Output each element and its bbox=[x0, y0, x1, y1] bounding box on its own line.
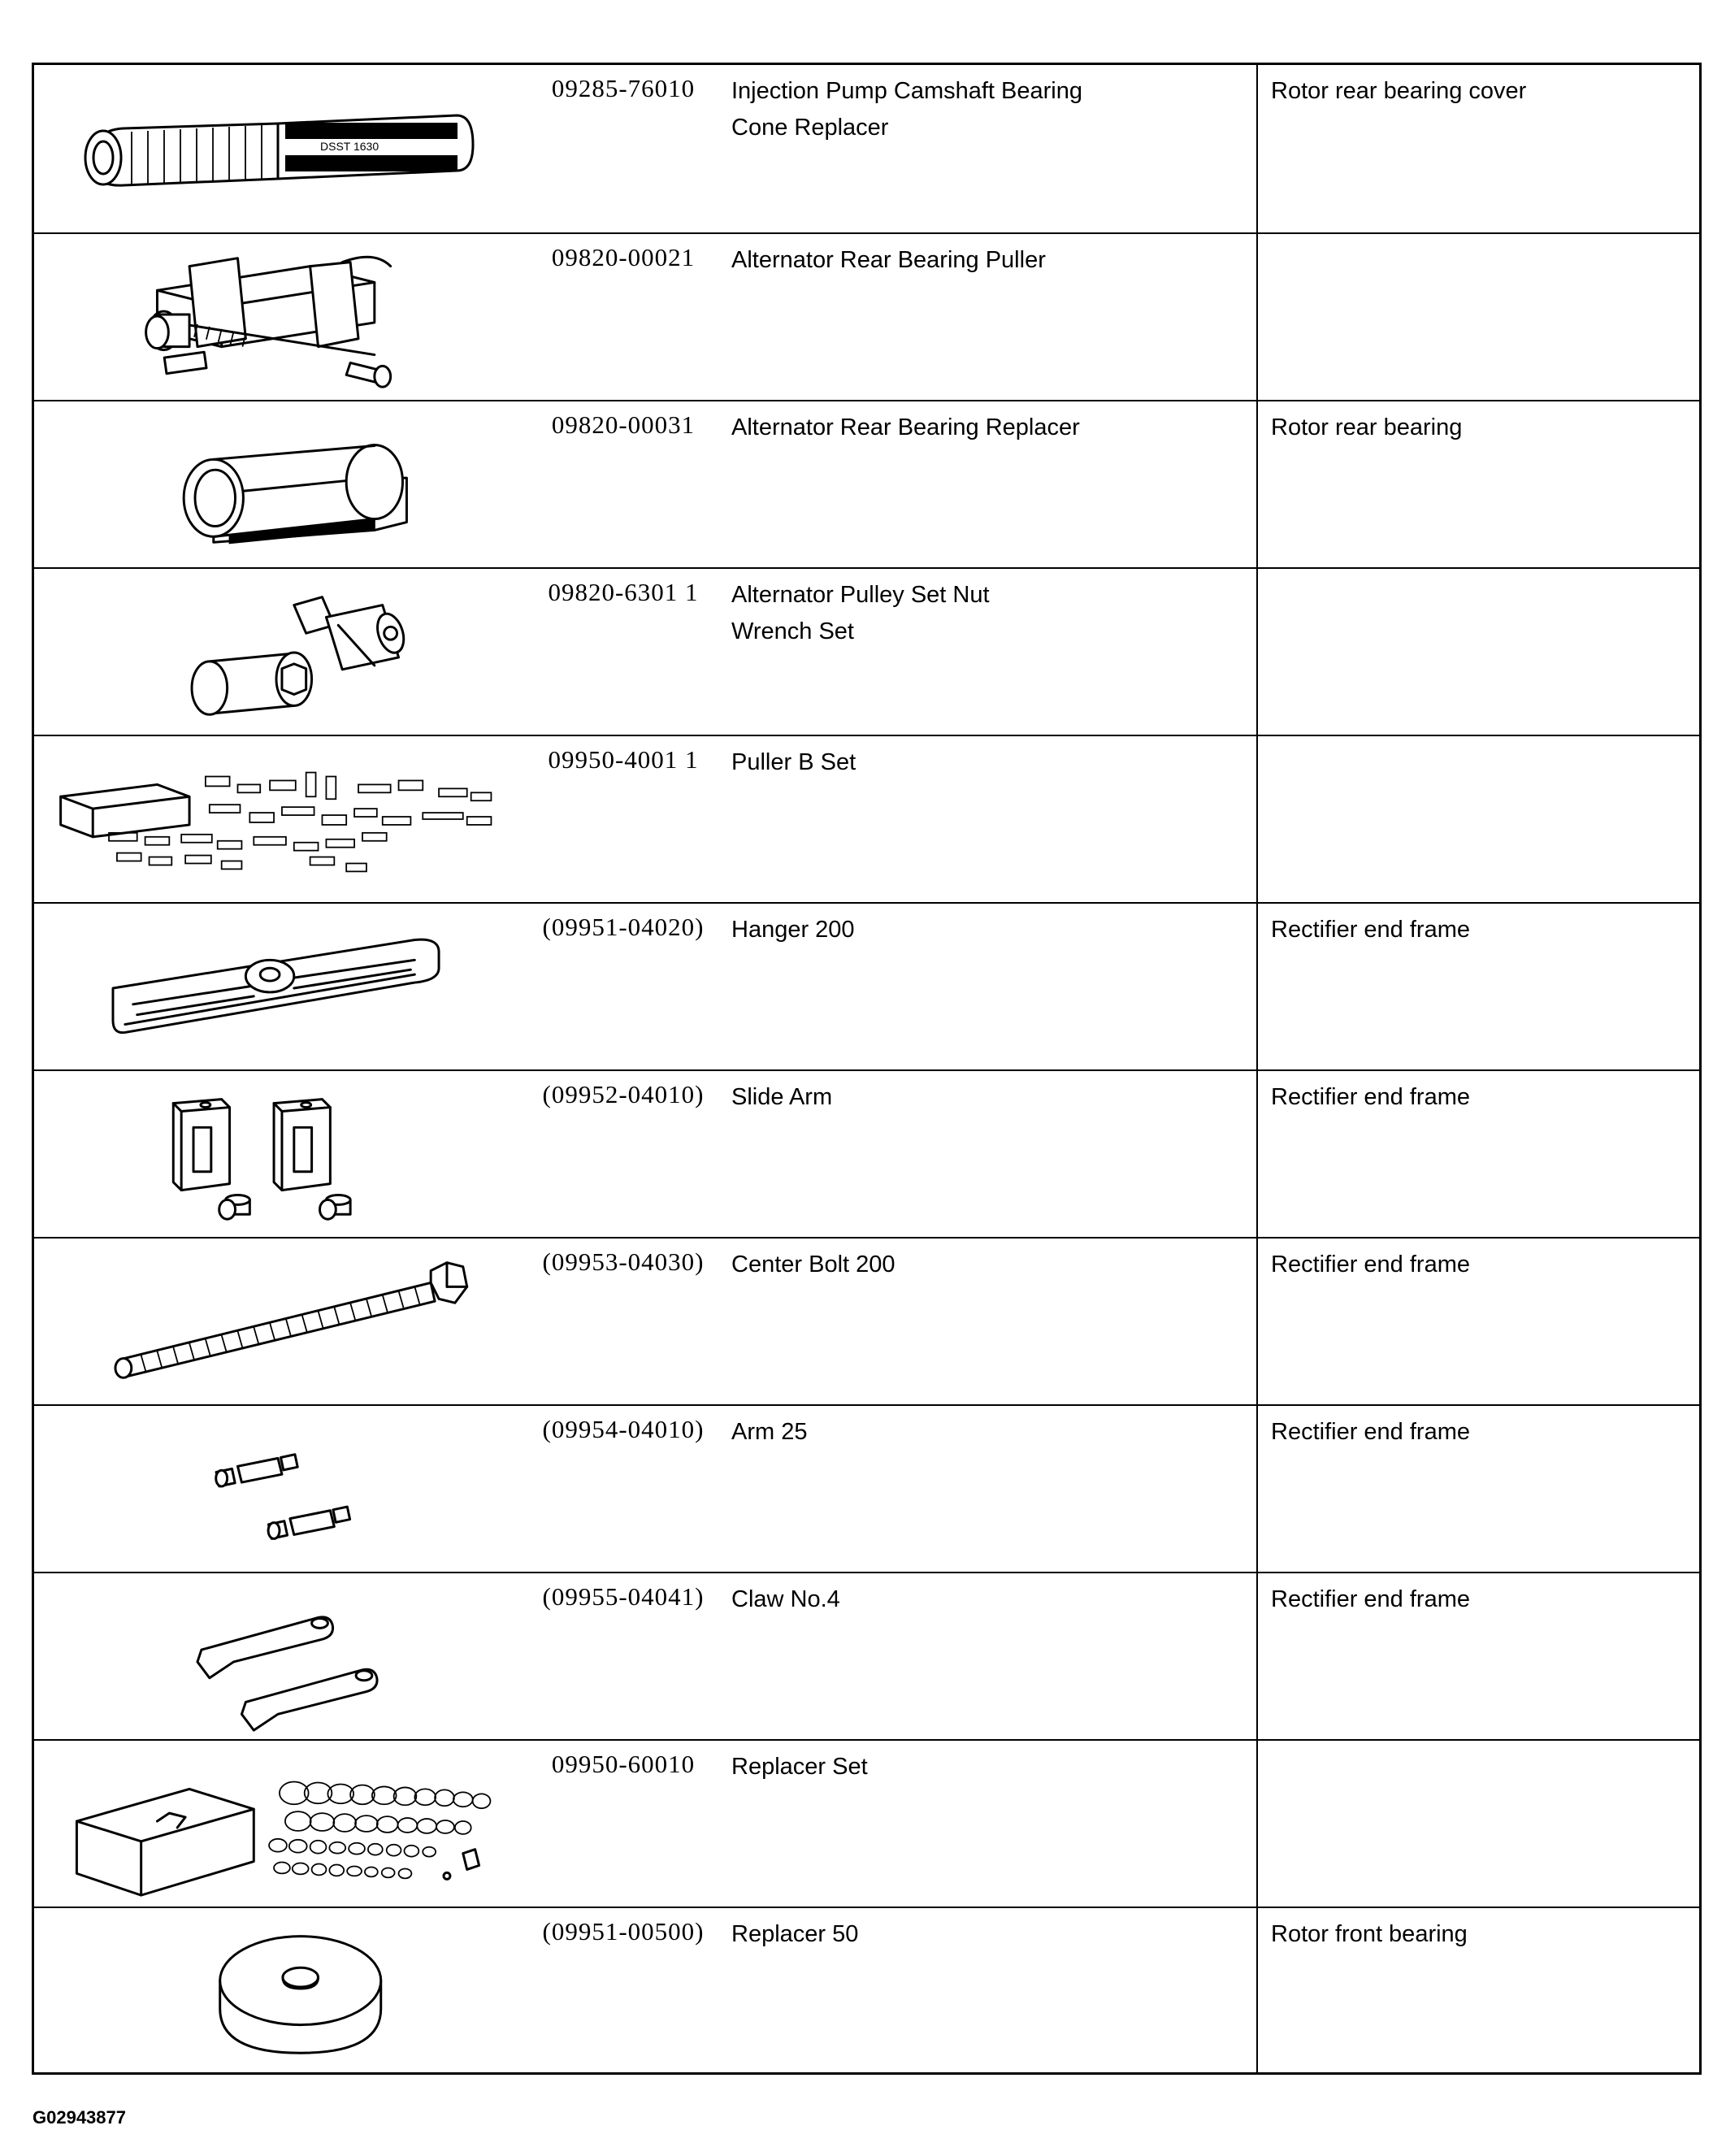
tool-name: Alternator Pulley Set Nut Wrench Set bbox=[731, 582, 990, 644]
column-divider bbox=[1256, 904, 1258, 1069]
cylinder-replacer-illustration bbox=[34, 401, 522, 567]
threaded-arms-illustration bbox=[34, 1406, 522, 1572]
tool-usage: Rotor rear bearing cover bbox=[1271, 78, 1527, 104]
claws-illustration bbox=[34, 1573, 522, 1739]
tool-row bbox=[34, 1572, 1699, 1739]
tool-marking: DSST 1630 bbox=[320, 140, 379, 153]
part-number: 09820-00031 bbox=[551, 410, 696, 439]
long-center-bolt-illustration bbox=[34, 1239, 522, 1404]
column-divider bbox=[1256, 401, 1258, 567]
tool-row bbox=[34, 1907, 1699, 2072]
tool-name: Replacer 50 bbox=[731, 1921, 859, 1947]
column-divider bbox=[1256, 65, 1258, 232]
tool-usage: Rectifier end frame bbox=[1271, 917, 1470, 943]
tool-name: Puller B Set bbox=[731, 749, 856, 775]
part-number: (09953-04030) bbox=[542, 1247, 705, 1276]
washer-disc-illustration bbox=[34, 1908, 522, 2072]
hanger-bar-illustration bbox=[34, 904, 522, 1069]
tool-row bbox=[34, 902, 1699, 1069]
part-number: (09951-00500) bbox=[542, 1917, 705, 1946]
part-number: (09955-04041) bbox=[542, 1582, 705, 1611]
puller-set-parts-illustration bbox=[34, 736, 522, 902]
tool-usage: Rectifier end frame bbox=[1271, 1084, 1470, 1110]
tool-name: Claw No.4 bbox=[731, 1586, 840, 1612]
part-number: (09954-04010) bbox=[542, 1415, 705, 1443]
tool-row bbox=[34, 65, 1699, 232]
tool-usage: Rotor front bearing bbox=[1271, 1921, 1468, 1947]
column-divider bbox=[1256, 1741, 1258, 1907]
column-divider bbox=[1256, 1239, 1258, 1404]
special-tools-table bbox=[32, 63, 1702, 2075]
bearing-puller-illustration bbox=[34, 234, 522, 400]
tool-usage: Rotor rear bearing bbox=[1271, 414, 1463, 440]
tool-row bbox=[34, 735, 1699, 902]
part-number: (09952-04010) bbox=[542, 1080, 705, 1108]
part-number: 09950-60010 bbox=[551, 1750, 696, 1778]
tool-name: Alternator Rear Bearing Puller bbox=[731, 247, 1046, 273]
tool-name: Replacer Set bbox=[731, 1754, 868, 1780]
part-number: 09285-76010 bbox=[551, 74, 696, 102]
socket-wrench-set-illustration bbox=[34, 569, 522, 735]
slide-arm-blocks-illustration bbox=[34, 1071, 522, 1237]
column-divider bbox=[1256, 569, 1258, 735]
tool-name: Center Bolt 200 bbox=[731, 1252, 896, 1278]
column-divider bbox=[1256, 1573, 1258, 1739]
part-number: 09820-00021 bbox=[551, 243, 696, 271]
column-divider bbox=[1256, 1071, 1258, 1237]
column-divider bbox=[1256, 234, 1258, 400]
tool-name: Arm 25 bbox=[731, 1419, 808, 1445]
part-number: 09950-4001 1 bbox=[548, 745, 699, 774]
tool-name: Slide Arm bbox=[731, 1084, 833, 1110]
figure-code: G02943877 bbox=[33, 2107, 126, 2128]
column-divider bbox=[1256, 1406, 1258, 1572]
tool-row bbox=[34, 1404, 1699, 1572]
tool-row bbox=[34, 1739, 1699, 1907]
knurled-tube-replacer-illustration bbox=[34, 65, 522, 232]
tool-row bbox=[34, 400, 1699, 567]
tool-usage: Rectifier end frame bbox=[1271, 1252, 1470, 1278]
part-number: (09951-04020) bbox=[542, 913, 705, 941]
replacer-set-case-illustration bbox=[34, 1741, 522, 1907]
tool-name: Alternator Rear Bearing Replacer bbox=[731, 414, 1080, 440]
column-divider bbox=[1256, 736, 1258, 902]
tool-row bbox=[34, 567, 1699, 735]
tool-usage: Rectifier end frame bbox=[1271, 1419, 1470, 1445]
tool-name: Hanger 200 bbox=[731, 917, 855, 943]
tool-usage: Rectifier end frame bbox=[1271, 1586, 1470, 1612]
column-divider bbox=[1256, 1908, 1258, 2072]
tool-row bbox=[34, 1237, 1699, 1404]
tool-row bbox=[34, 232, 1699, 400]
tool-name: Injection Pump Camshaft Bearing Cone Replacer bbox=[731, 78, 1082, 141]
tool-row bbox=[34, 1069, 1699, 1237]
part-number: 09820-6301 1 bbox=[548, 578, 699, 606]
